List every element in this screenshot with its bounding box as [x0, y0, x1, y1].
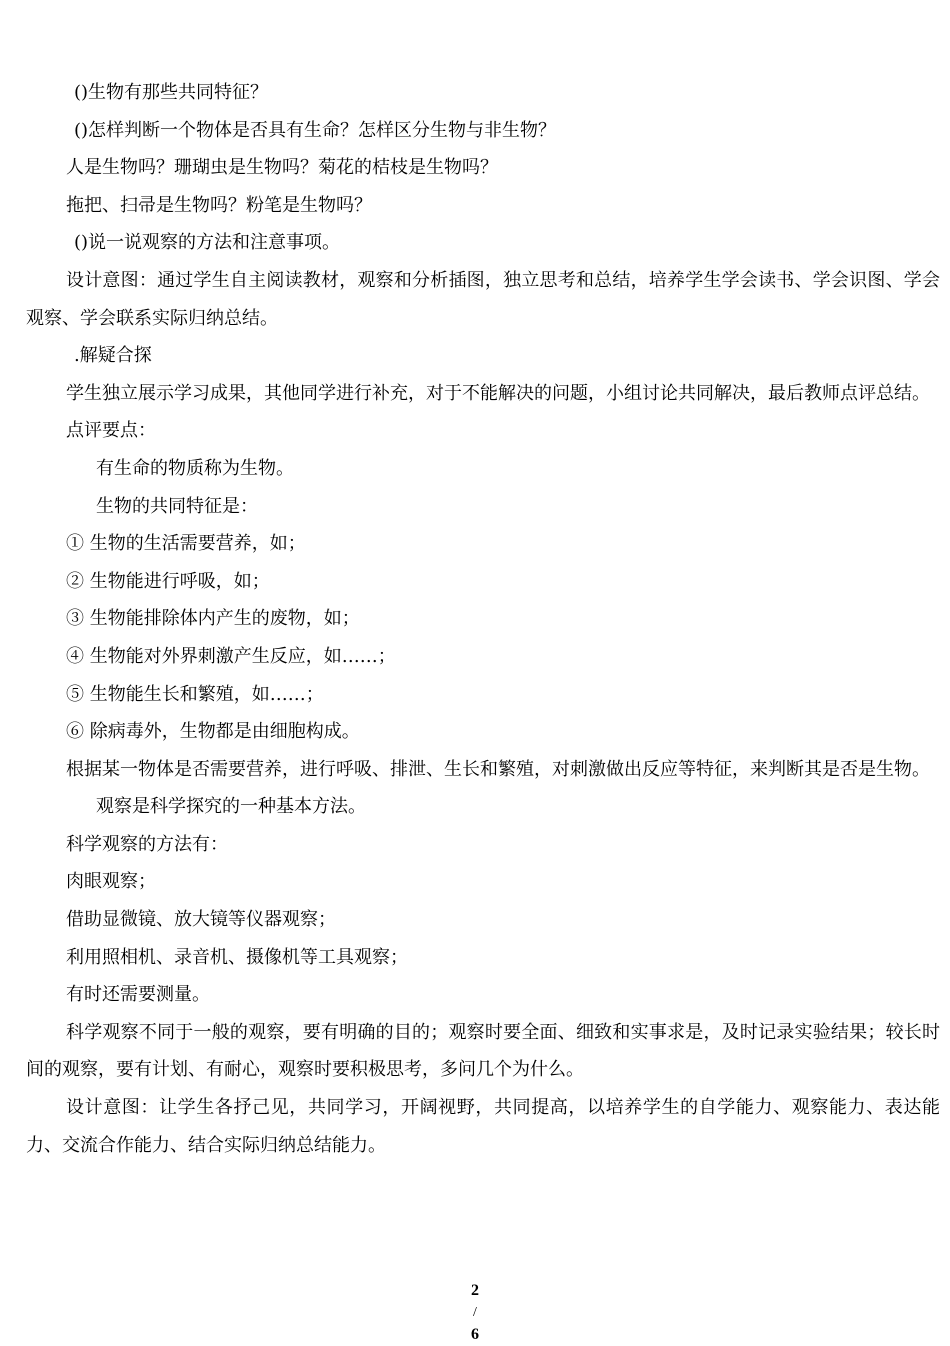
current-page: 2 [471, 1282, 479, 1299]
page-number [0, 1280, 950, 1346]
observation-definition: 观察是科学探究的一种基本方法。 [96, 796, 366, 818]
feature-item-2: ② 生物能进行呼吸，如； [66, 570, 270, 592]
student-presentation: 学生独立展示学习成果，其他同学进行补充，对于不能解决的问题，小组讨论共同解决，最后教师点评总结。 [66, 382, 930, 404]
method-tools: 利用照相机、录音机、摄像机等工具观察； [66, 946, 408, 968]
feature-item-3: ③ 生物能排除体内产生的废物，如； [66, 608, 360, 630]
question-common-features: ()生物有那些共同特征？ [74, 82, 269, 103]
method-measurement: 有时还需要测量。 [66, 984, 210, 1006]
observation-requirements: 科学观察不同于一般的观察，要有明确的目的；观察时要全面、细致和实事求是，及时记录实验结果；较长时间的观察，要有计划、有耐心，观察时要积极思考，多问几个为什么。 [26, 1021, 940, 1081]
section-heading-discussion: .解疑合探 [74, 345, 152, 367]
design-intent-2: 设计意图：让学生各抒己见，共同学习，开阔视野，共同提高，以培养学生的自学能力、观察能力、表达能力、交流合作能力、结合实际归纳总结能力。 [26, 1097, 940, 1156]
review-points-heading: 点评要点： [66, 420, 156, 442]
judgment-criteria: 根据某一物体是否需要营养，进行呼吸、排泄、生长和繁殖，对刺激做出反应等特征，来判断其是否是生物。 [66, 758, 930, 780]
document-body [26, 74, 940, 1164]
question-examples-1: 人是生物吗？珊瑚虫是生物吗？菊花的桔枝是生物吗？ [66, 157, 498, 179]
feature-item-5: ⑤ 生物能生长和繁殖，如……； [66, 683, 324, 705]
feature-item-6: ⑥ 除病毒外，生物都是由细胞构成。 [66, 721, 360, 743]
observation-methods-heading: 科学观察的方法有： [66, 833, 228, 855]
feature-item-1: ① 生物的生活需要营养，如； [66, 533, 306, 555]
question-judge-life: ()怎样判断一个物体是否具有生命？怎样区分生物与非生物？ [74, 119, 557, 141]
total-pages: 6 [471, 1326, 479, 1343]
method-naked-eye: 肉眼观察； [66, 871, 156, 893]
feature-item-4: ④ 生物能对外界刺激产生反应，如……； [66, 645, 396, 667]
design-intent-1: 设计意图：通过学生自主阅读教材，观察和分析插图，独立思考和总结，培养学生学会读书、学会识图、学会观察、学会联系实际归纳总结。 [26, 269, 940, 329]
question-observation-methods: ()说一说观察的方法和注意事项。 [74, 232, 341, 254]
common-features-heading: 生物的共同特征是： [96, 495, 258, 517]
question-examples-2: 拖把、扫帚是生物吗？粉笔是生物吗？ [66, 194, 372, 216]
method-instruments: 借助显微镜、放大镜等仪器观察； [66, 909, 336, 931]
page-separator: / [473, 1305, 477, 1320]
definition-organism: 有生命的物质称为生物。 [96, 457, 294, 479]
